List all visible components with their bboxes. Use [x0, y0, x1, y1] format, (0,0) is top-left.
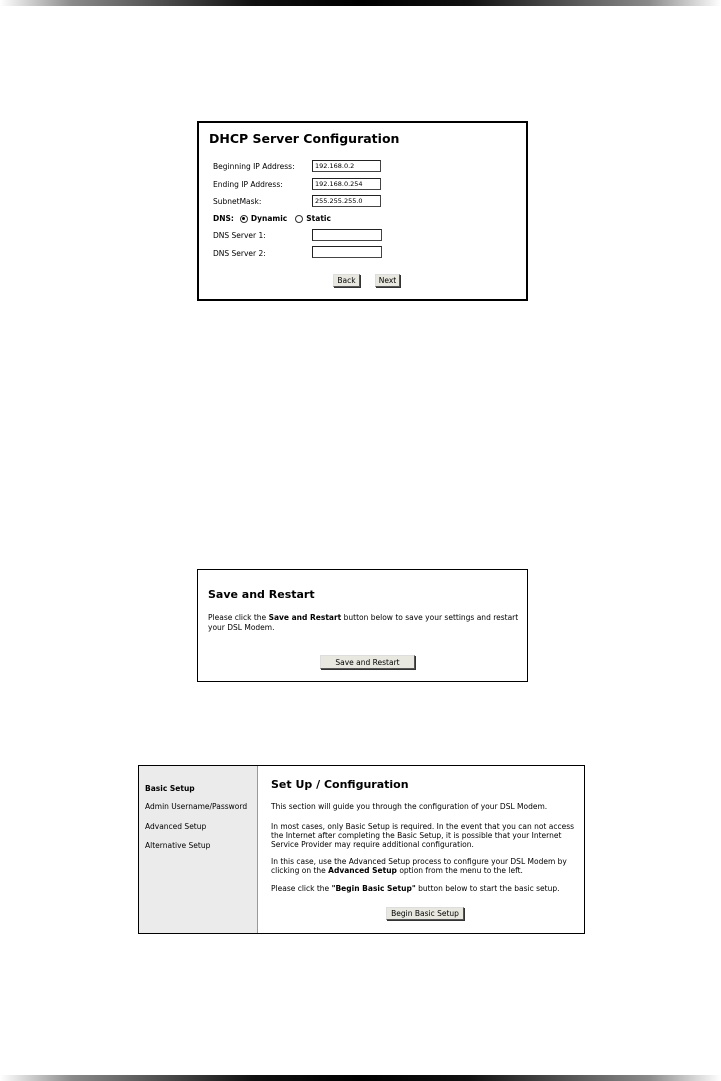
- ending-ip-label: Ending IP Address:: [213, 180, 283, 189]
- ending-ip-input[interactable]: [312, 178, 381, 190]
- setup-basic-info-text: In most cases, only Basic Setup is required. In the event that you can not access the Internet after completing the Basic Setup, it is possible that your Internet Service Provider may require additional configuration.: [271, 822, 575, 849]
- save-panel-title: Save and Restart: [208, 588, 315, 601]
- dns-dynamic-label[interactable]: Dynamic: [250, 214, 288, 223]
- subnet-mask-label: SubnetMask:: [213, 197, 262, 206]
- dns-static-radio[interactable]: [295, 215, 303, 223]
- setup-begin-instructions: Please click the "Begin Basic Setup" button below to start the basic setup.: [271, 884, 560, 893]
- top-decorative-bar: [0, 0, 721, 6]
- setup-panel-title: Set Up / Configuration: [271, 778, 409, 791]
- setup-advanced-info-text: In this case, use the Advanced Setup process to configure your DSL Modem by clicking on the Advanced Setup option from the menu to the left.: [271, 857, 567, 875]
- beginning-ip-label: Beginning IP Address:: [213, 162, 295, 171]
- dns-server-2-input[interactable]: [312, 246, 382, 258]
- next-button[interactable]: Next: [375, 274, 400, 287]
- setup-sidebar: [139, 766, 258, 933]
- setup-intro-text: This section will guide you through the configuration of your DSL Modem.: [271, 802, 548, 811]
- bottom-decorative-bar: [0, 1075, 721, 1081]
- dns-server-1-label: DNS Server 1:: [213, 231, 266, 240]
- dns-server-1-input[interactable]: [312, 229, 382, 241]
- dns-dynamic-radio[interactable]: [240, 215, 248, 223]
- beginning-ip-input[interactable]: [312, 160, 381, 172]
- dns-static-label[interactable]: Static: [306, 214, 331, 223]
- dhcp-config-panel: [197, 121, 528, 301]
- dns-label: DNS:: [213, 214, 234, 223]
- subnet-mask-input[interactable]: [312, 195, 381, 207]
- dhcp-panel-title: DHCP Server Configuration: [209, 131, 400, 146]
- save-restart-panel: [197, 569, 528, 682]
- sidebar-item-basic-setup[interactable]: Basic Setup: [145, 784, 195, 793]
- sidebar-item-alternative-setup[interactable]: Alternative Setup: [145, 841, 211, 850]
- back-button[interactable]: Back: [333, 274, 360, 287]
- setup-config-panel: [138, 765, 585, 934]
- sidebar-item-admin-username-password[interactable]: Admin Username/Password: [145, 802, 248, 811]
- save-instructions: Please click the Save and Restart button below to save your settings and restart your DSL Modem.: [208, 613, 519, 632]
- save-and-restart-button[interactable]: Save and Restart: [320, 655, 415, 669]
- sidebar-item-advanced-setup[interactable]: Advanced Setup: [145, 822, 207, 831]
- begin-basic-setup-button[interactable]: Begin Basic Setup: [386, 907, 464, 920]
- dns-mode-group: [213, 214, 331, 223]
- dns-server-2-label: DNS Server 2:: [213, 249, 266, 258]
